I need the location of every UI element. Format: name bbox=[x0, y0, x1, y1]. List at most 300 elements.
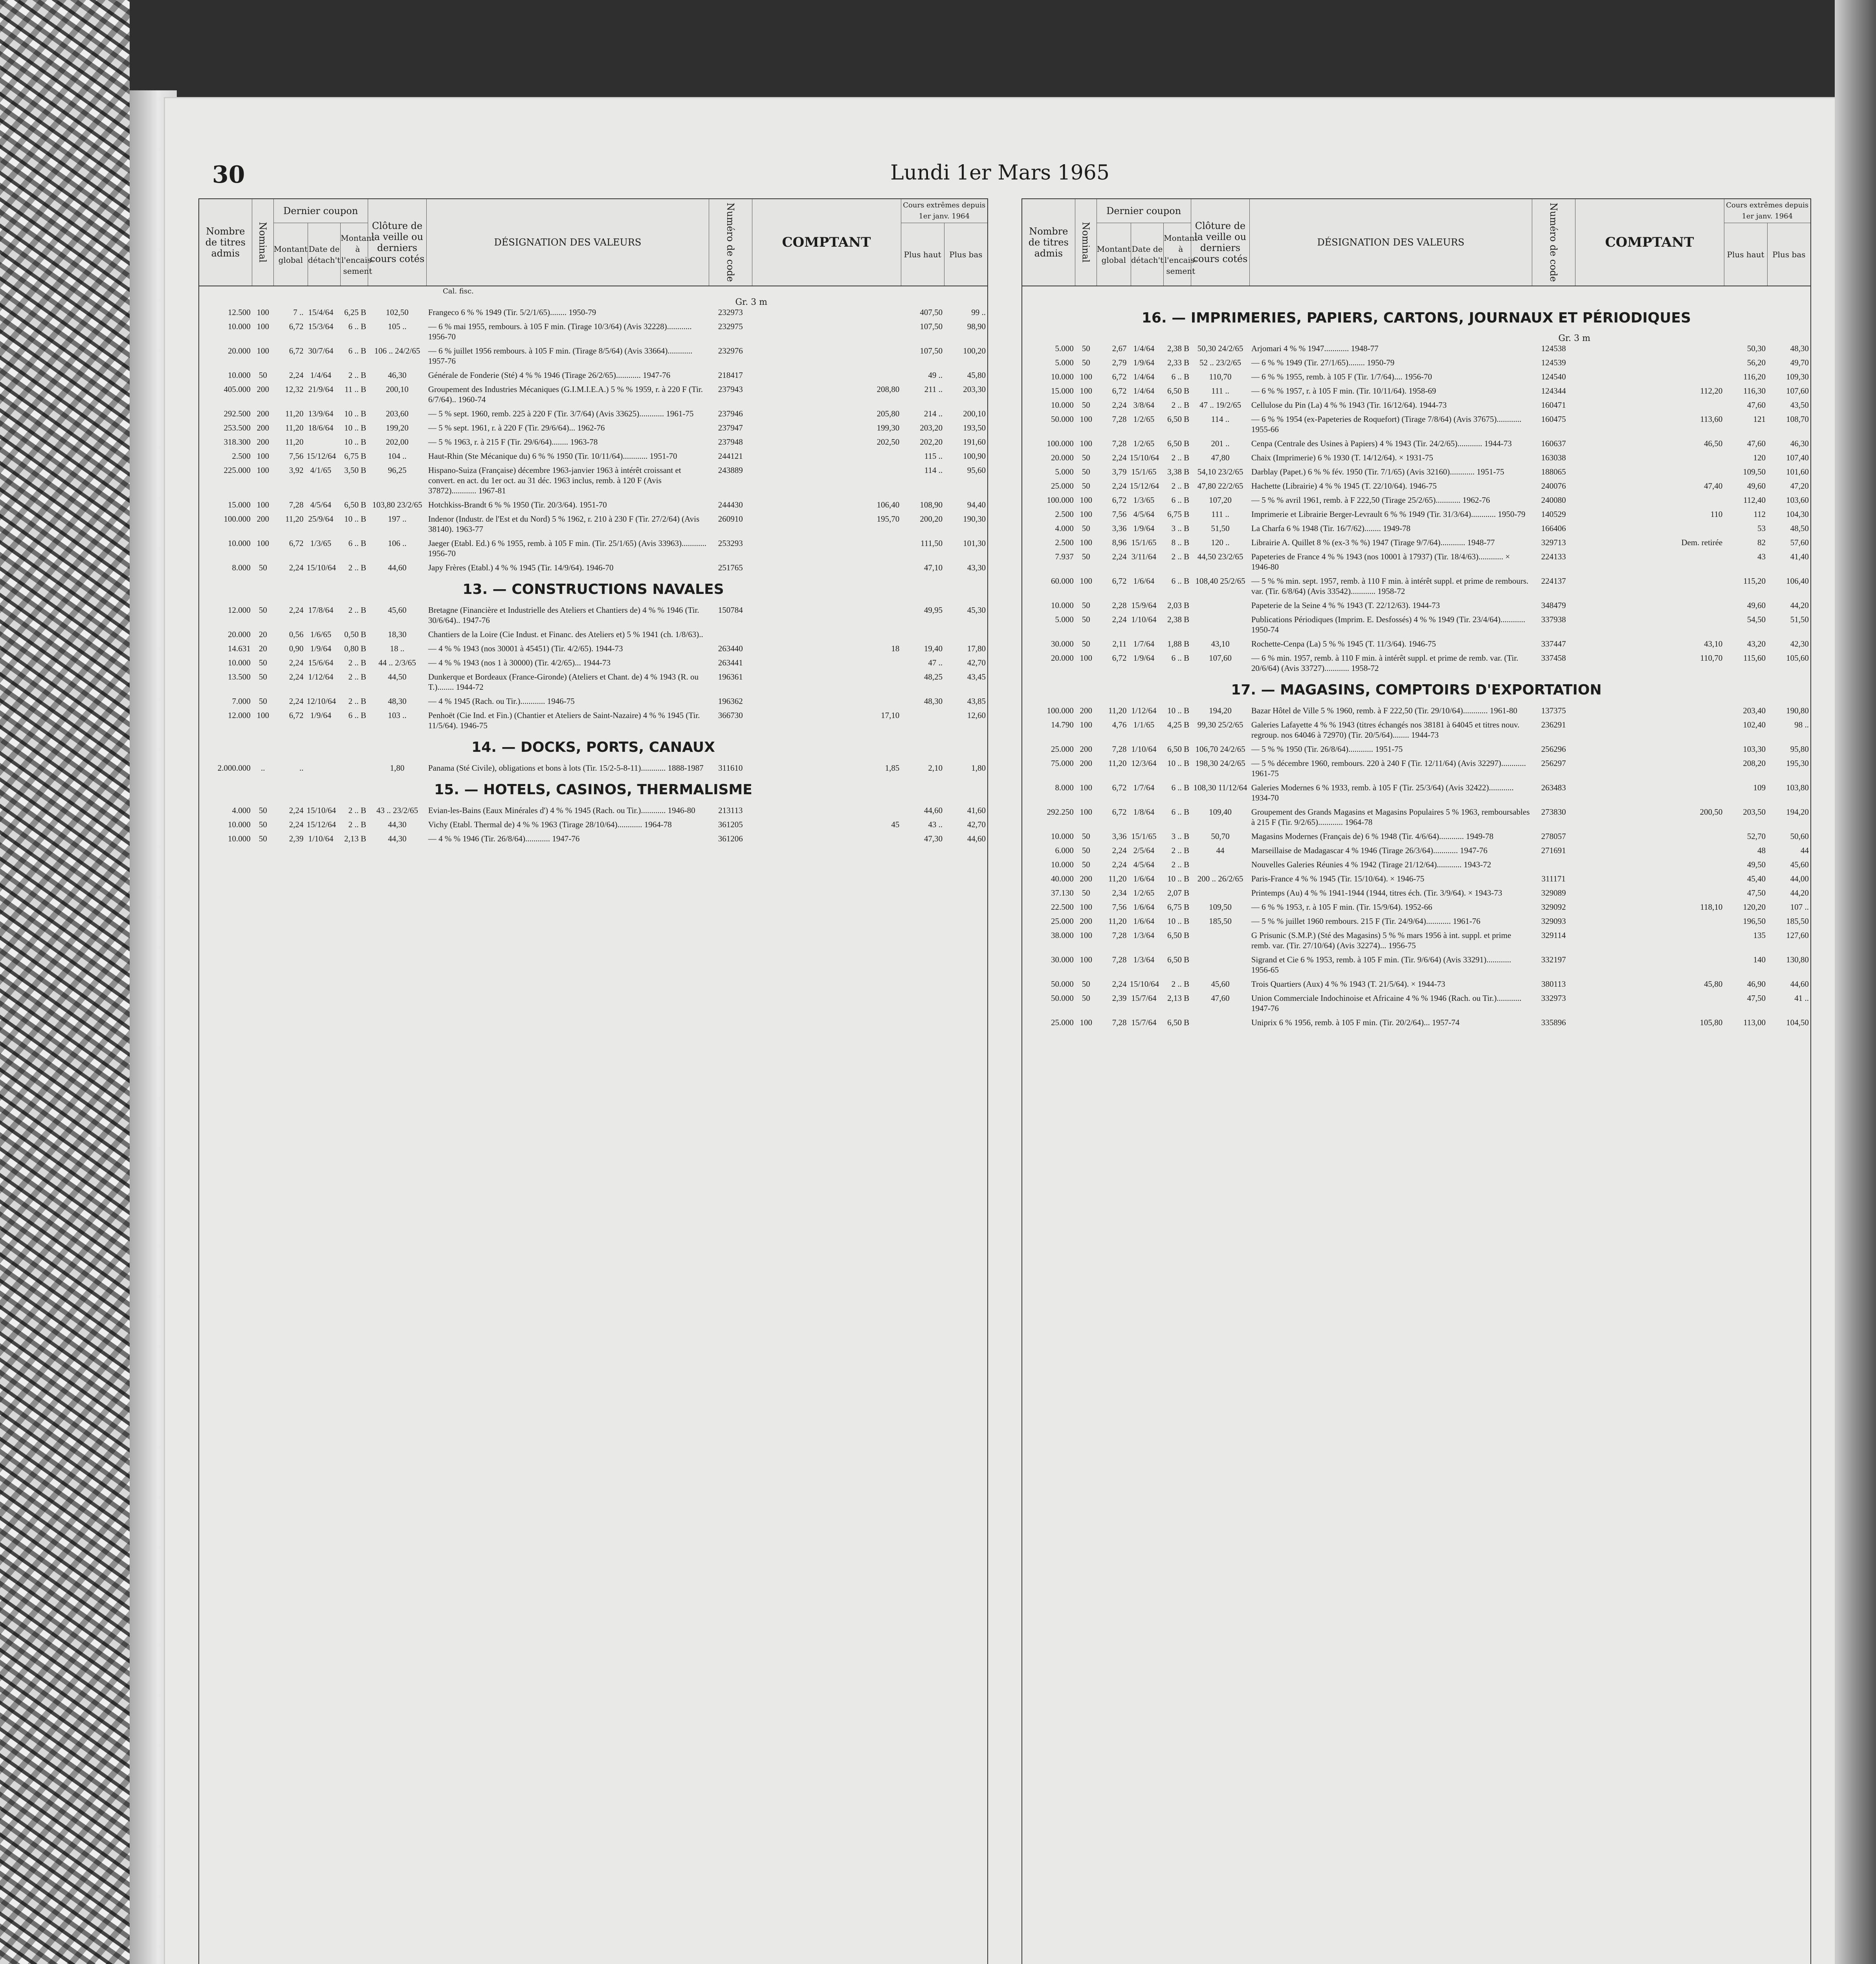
cell-montant-global: 6,72 bbox=[1112, 495, 1127, 505]
cell-comptant bbox=[752, 834, 901, 844]
cell-designation: G Prisunic (S.M.P.) (Sté des Magasins) 5 % % mars 1956 à int. suppl. et prime remb. var. (Tir. 27/10/64) (Avis 32274)... 1956-75 bbox=[1251, 931, 1511, 950]
cell-numero-code: 329089 bbox=[1541, 888, 1566, 898]
cell-numero-code: 348479 bbox=[1541, 601, 1566, 610]
cell-nominal: 100 bbox=[257, 465, 269, 475]
cell-nombre-titres: 25.000 bbox=[1051, 744, 1074, 754]
cell-numero-code: 196361 bbox=[718, 672, 743, 682]
cell-comptant: 105,80 bbox=[1700, 1018, 1723, 1027]
cell-nombre-titres: 2.500 bbox=[1055, 509, 1074, 519]
cell-nombre-titres: 15.000 bbox=[1051, 386, 1074, 396]
cell-date-detachement: 2/5/64 bbox=[1133, 846, 1155, 855]
cell-plus-bas: 41,60 bbox=[967, 806, 986, 815]
cell-date-detachement: 15/4/64 bbox=[308, 308, 334, 317]
cell-cloture: 108,30 11/12/64 bbox=[1193, 783, 1247, 792]
cell-cloture bbox=[1191, 1017, 1250, 1028]
section-14-title: 14. — DOCKS, PORTS, CANAUX bbox=[471, 739, 715, 755]
cell-nombre-titres: 25.000 bbox=[1051, 1018, 1074, 1027]
cell-plus-haut: 43 bbox=[1757, 552, 1766, 561]
cell-comptant bbox=[1575, 523, 1724, 533]
cell-nombre-titres: 318.300 bbox=[224, 437, 251, 447]
cell-cloture: 120 .. bbox=[1211, 538, 1230, 547]
cell-plus-haut: 47,60 bbox=[1747, 439, 1766, 448]
cell-nominal: 50 bbox=[1082, 832, 1090, 841]
cell-plus-haut: 115,60 bbox=[1743, 653, 1766, 663]
cell-date-detachement: 15/9/64 bbox=[1131, 601, 1157, 610]
cell-date-detachement: 1/8/64 bbox=[1133, 807, 1155, 817]
cell-cloture: 47,80 22/2/65 bbox=[1197, 481, 1243, 491]
cell-comptant: 1,85 bbox=[885, 763, 900, 773]
header-cloture: Clôture de la veille ou derniers cours cotés bbox=[1191, 199, 1250, 286]
cell-montant-encaissement: 2 .. B bbox=[348, 820, 367, 829]
table-row bbox=[1022, 357, 1810, 368]
cell-numero-code: 160475 bbox=[1541, 414, 1566, 424]
cell-designation: Frangeco 6 % % 1949 (Tir. 5/2/1/65)........ 1950-79 bbox=[428, 308, 596, 317]
cell-plus-haut: 121 bbox=[1753, 414, 1766, 424]
cell-comptant bbox=[752, 696, 901, 706]
cell-comptant bbox=[752, 629, 901, 639]
cell-cloture: 44,30 bbox=[388, 834, 407, 843]
cell-comptant: 118,10 bbox=[1700, 902, 1723, 912]
table-row bbox=[1022, 343, 1810, 354]
header-dernier-coupon bbox=[273, 199, 375, 286]
cell-date-detachement: 30/7/64 bbox=[308, 346, 334, 355]
table-row bbox=[1022, 807, 1810, 827]
cell-plus-haut: 53 bbox=[1757, 524, 1766, 533]
cell-date-detachement: 15/10/64 bbox=[1130, 979, 1159, 989]
cell-numero-code: 188065 bbox=[1541, 467, 1566, 476]
table-row bbox=[199, 538, 987, 559]
cell-nombre-titres: 6.000 bbox=[1055, 846, 1074, 855]
cell-plus-bas: 42,70 bbox=[967, 820, 986, 829]
cell-comptant bbox=[1575, 888, 1724, 898]
cell-numero-code: 366730 bbox=[718, 711, 743, 720]
cell-cloture: 18,30 bbox=[388, 630, 407, 639]
section-16-rows bbox=[1022, 343, 1810, 673]
cell-plus-bas: 108,70 bbox=[1786, 414, 1809, 424]
cell-designation: — 6 % % 1953, r. à 105 F min. (Tir. 15/9/64). 1952-66 bbox=[1251, 902, 1432, 912]
table-row bbox=[199, 710, 987, 731]
section-16-title: 16. — IMPRIMERIES, PAPIERS, CARTONS, JOURNAUX ET PÉRIODIQUES bbox=[1141, 310, 1691, 326]
cell-numero-code: 253293 bbox=[718, 539, 743, 548]
cell-nominal: 50 bbox=[259, 370, 267, 380]
cell-designation: Penhoët (Cie Ind. et Fin.) (Chantier et Ateliers de Saint-Nazaire) 4 % % 1945 (Tir. 11/5/64). 1946-75 bbox=[428, 711, 700, 730]
cell-cloture: 44 .. 2/3/65 bbox=[378, 658, 416, 667]
cell-montant-encaissement: 2 .. B bbox=[348, 370, 367, 380]
cell-nominal: 50 bbox=[1082, 979, 1090, 989]
cell-cloture: 106 .. 24/2/65 bbox=[374, 346, 420, 355]
cell-montant-encaissement: 2,07 B bbox=[1167, 888, 1190, 898]
cell-numero-code: 263440 bbox=[718, 644, 743, 653]
cell-plus-bas: 48,30 bbox=[1790, 344, 1809, 353]
cell-cloture: 50,30 24/2/65 bbox=[1197, 344, 1243, 353]
cell-montant-encaissement: 2 .. B bbox=[1171, 481, 1190, 491]
cell-date-detachement: 1/9/64 bbox=[1133, 358, 1155, 367]
cell-designation: Hotchkiss-Brandt 6 % % 1950 (Tir. 20/3/64). 1951-70 bbox=[428, 500, 607, 509]
header-designation: DÉSIGNATION DES VALEURS bbox=[427, 199, 709, 286]
cell-plus-bas: 203,30 bbox=[963, 385, 986, 394]
cell-cloture: 197 .. bbox=[388, 514, 407, 524]
cell-comptant bbox=[1575, 705, 1724, 716]
cell-comptant bbox=[1575, 955, 1724, 975]
cell-date-detachement: 1/6/65 bbox=[310, 630, 332, 639]
cell-designation: — 5 % décembre 1960, rembours. 220 à 240 F (Tir. 12/11/64) (Avis 32297)............ 1961-75 bbox=[1251, 758, 1526, 778]
cell-date-detachement: 1/2/65 bbox=[1133, 439, 1155, 448]
cell-comptant bbox=[1575, 400, 1724, 410]
cell-date-detachement: 3/8/64 bbox=[1133, 400, 1155, 410]
cell-plus-haut bbox=[901, 710, 944, 731]
cell-designation: Chaix (Imprimerie) 6 % 1930 (T. 14/12/64). × 1931-75 bbox=[1251, 453, 1433, 462]
cell-montant-global: 6,72 bbox=[289, 539, 304, 548]
cell-plus-haut: 48,25 bbox=[924, 672, 943, 682]
cell-designation: Générale de Fonderie (Sté) 4 % % 1946 (Tirage 26/2/65)............ 1947-76 bbox=[428, 370, 671, 380]
cell-plus-bas: 104,30 bbox=[1786, 509, 1809, 519]
cell-montant-encaissement: 10 .. B bbox=[344, 437, 367, 447]
cell-nominal: 100 bbox=[1080, 955, 1092, 964]
cell-cloture: 106 .. bbox=[388, 539, 407, 548]
cell-cloture: 111 .. bbox=[1211, 509, 1229, 519]
cell-cloture: 44,60 bbox=[388, 563, 407, 572]
cell-comptant bbox=[752, 321, 901, 342]
cell-nominal: 50 bbox=[1082, 993, 1090, 1003]
cell-plus-haut: 82 bbox=[1757, 538, 1766, 547]
cell-plus-bas: 190,80 bbox=[1786, 706, 1809, 715]
cell-plus-bas: 94,40 bbox=[967, 500, 986, 509]
cell-cloture: 47 .. 19/2/65 bbox=[1199, 400, 1241, 410]
header-nombre-titres: Nombre de titres admis bbox=[199, 199, 252, 286]
cell-numero-code: 337447 bbox=[1541, 639, 1566, 649]
cell-numero-code: 232973 bbox=[718, 308, 743, 317]
cell-numero-code: 251765 bbox=[718, 563, 743, 572]
cell-plus-bas: 101,60 bbox=[1786, 467, 1809, 476]
cell-numero-code: 124344 bbox=[1541, 386, 1566, 396]
cell-nominal: 20 bbox=[259, 644, 267, 653]
cell-numero-code: 332973 bbox=[1541, 993, 1566, 1003]
cell-montant-encaissement: 6,50 B bbox=[1167, 1018, 1190, 1027]
cell-montant-encaissement: 10 .. B bbox=[1167, 874, 1190, 883]
cell-montant-encaissement: 2 .. B bbox=[1171, 552, 1190, 561]
table-row bbox=[199, 605, 987, 625]
cell-date-detachement: 1/9/64 bbox=[310, 644, 332, 653]
cell-plus-haut: 109,50 bbox=[1743, 467, 1766, 476]
cell-nominal: 50 bbox=[259, 672, 267, 682]
cell-designation: — 5 % sept. 1960, remb. 225 à 220 F (Tir. 3/7/64) (Avis 33625)............ 1961-75 bbox=[428, 409, 694, 418]
cell-nombre-titres: 5.000 bbox=[1055, 344, 1074, 353]
header-dernier-coupon-label: Dernier coupon bbox=[274, 199, 368, 223]
cell-plus-bas: 98 .. bbox=[1794, 720, 1809, 729]
table-row bbox=[1022, 720, 1810, 740]
cell-plus-bas: 107 .. bbox=[1790, 902, 1809, 912]
cell-cloture: 111 .. bbox=[1211, 386, 1229, 396]
cell-designation: — 5 % % juillet 1960 rembours. 215 F (Tir. 24/9/64)............ 1961-76 bbox=[1251, 916, 1481, 926]
cell-cloture: 51,50 bbox=[1211, 524, 1230, 533]
cell-plus-haut: 120,20 bbox=[1743, 902, 1766, 912]
cell-numero-code: 263483 bbox=[1541, 783, 1566, 792]
cell-numero-code: 329114 bbox=[1541, 931, 1566, 940]
cell-plus-haut: 111,50 bbox=[920, 539, 943, 548]
table-row bbox=[1022, 993, 1810, 1013]
cell-montant-global: 8,96 bbox=[1112, 538, 1127, 547]
cell-montant-global: .. bbox=[299, 763, 304, 773]
cell-designation: Bretagne (Financière et Industrielle des Ateliers et Chantiers de) 4 % % 1946 (Tir. 30/6/64).. 1947-76 bbox=[428, 605, 699, 625]
cell-nombre-titres: 10.000 bbox=[1051, 832, 1074, 841]
header-plus-bas: Plus bas bbox=[1772, 249, 1806, 259]
cell-montant-global: 2,24 bbox=[1112, 860, 1127, 869]
cell-montant-global: 2,28 bbox=[1112, 601, 1127, 610]
cell-designation: Trois Quartiers (Aux) 4 % % 1943 (T. 21/5/64). × 1944-73 bbox=[1251, 979, 1445, 989]
cell-cloture bbox=[1191, 955, 1250, 975]
cell-montant-global: 3,36 bbox=[1112, 524, 1127, 533]
cell-montant-global: 6,72 bbox=[289, 711, 304, 720]
cell-numero-code: 244121 bbox=[718, 451, 743, 461]
cell-designation: — 4 % 1945 (Rach. ou Tir.)............ 1946-75 bbox=[428, 696, 575, 706]
cell-designation: Marseillaise de Madagascar 4 % 1946 (Tirage 26/3/64)............ 1947-76 bbox=[1251, 846, 1487, 855]
cell-date-detachement: 1/6/64 bbox=[1133, 576, 1155, 586]
cell-plus-bas: 44,00 bbox=[1790, 874, 1809, 883]
cell-plus-haut: 47,30 bbox=[924, 834, 943, 843]
table-row bbox=[1022, 614, 1810, 635]
cell-nominal: 100 bbox=[1080, 902, 1092, 912]
cell-montant-global: 2,24 bbox=[1112, 846, 1127, 855]
cell-montant-encaissement: 6,50 B bbox=[1167, 955, 1190, 964]
cell-nominal: 100 bbox=[257, 711, 269, 720]
table-row bbox=[1022, 902, 1810, 912]
cell-numero-code: 329713 bbox=[1541, 538, 1566, 547]
cell-designation: — 6 % mai 1955, rembours. à 105 F min. (Tirage 10/3/64) (Avis 32228)............ 1956-70 bbox=[428, 322, 692, 341]
cell-date-detachement: 17/8/64 bbox=[308, 605, 334, 615]
header-cloture: Clôture de la veille ou derniers cours cotés bbox=[368, 199, 427, 286]
cell-montant-encaissement: 8 .. B bbox=[1171, 538, 1190, 547]
cell-plus-bas: 103,80 bbox=[1786, 783, 1809, 792]
cell-nominal: 50 bbox=[1082, 453, 1090, 462]
cell-numero-code: 335896 bbox=[1541, 1018, 1566, 1027]
cell-montant-global: 2,79 bbox=[1112, 358, 1127, 367]
cell-cloture: 114 .. bbox=[1211, 414, 1230, 424]
cell-montant-encaissement: 2 .. B bbox=[348, 605, 367, 615]
cell-designation: — 5 % % 1950 (Tir. 26/8/64)............ 1951-75 bbox=[1251, 744, 1403, 754]
cell-designation: — 6 % % 1955, remb. à 105 F (Tir. 1/7/64).... 1956-70 bbox=[1251, 372, 1432, 381]
cell-montant-encaissement: 6 .. B bbox=[348, 346, 367, 355]
cell-montant-global: 6,72 bbox=[1112, 386, 1127, 396]
cell-plus-bas: 41 .. bbox=[1794, 993, 1809, 1003]
cell-comptant bbox=[752, 370, 901, 380]
cell-plus-bas: 43,30 bbox=[967, 563, 986, 572]
cell-plus-haut: 47,50 bbox=[1747, 888, 1766, 898]
marbled-binding bbox=[0, 0, 130, 1964]
running-header bbox=[204, 161, 1795, 196]
cell-numero-code: 163038 bbox=[1541, 453, 1566, 462]
cell-nombre-titres: 10.000 bbox=[1051, 372, 1074, 381]
cell-montant-encaissement: 6,75 B bbox=[344, 451, 367, 461]
cell-plus-haut: 202,20 bbox=[920, 437, 943, 447]
header-cours-extremes bbox=[901, 199, 987, 286]
cell-montant-global: 7,28 bbox=[289, 500, 304, 509]
cell-numero-code: 237946 bbox=[718, 409, 743, 418]
cell-date-detachement: 18/6/64 bbox=[308, 423, 334, 432]
cell-montant-global: 3,92 bbox=[289, 465, 304, 475]
cell-montant-global: 6,72 bbox=[1112, 653, 1127, 663]
cell-date-detachement: 1/1/65 bbox=[1133, 720, 1155, 729]
cell-montant-encaissement: 1,88 B bbox=[1167, 639, 1190, 649]
cell-montant-global: 6,72 bbox=[1112, 783, 1127, 792]
cell-cloture: 43,10 bbox=[1211, 639, 1230, 649]
section-17-rows bbox=[1022, 705, 1810, 1028]
cell-comptant bbox=[1575, 831, 1724, 841]
cell-comptant bbox=[752, 538, 901, 559]
cell-plus-haut: 116,20 bbox=[1743, 372, 1766, 381]
cell-comptant bbox=[1575, 372, 1724, 382]
header-numero-code: Numéro de code bbox=[1532, 199, 1575, 286]
cell-montant-encaissement: 6 .. B bbox=[1171, 495, 1190, 505]
cell-plus-bas: 47,20 bbox=[1790, 481, 1809, 491]
cell-cloture: 103,80 23/2/65 bbox=[372, 500, 422, 509]
table-row bbox=[1022, 523, 1810, 533]
cell-nominal: 100 bbox=[1080, 538, 1092, 547]
cell-plus-bas: 100,90 bbox=[963, 451, 986, 461]
cell-date-detachement: 1/10/64 bbox=[1131, 744, 1157, 754]
cell-montant-global: 11,20 bbox=[1108, 706, 1127, 715]
header-dernier-coupon bbox=[1097, 199, 1198, 286]
cell-montant-global: 2,24 bbox=[1112, 552, 1127, 561]
table-row bbox=[1022, 537, 1810, 548]
cell-cloture: 107,20 bbox=[1209, 495, 1232, 505]
cell-numero-code: 260910 bbox=[718, 514, 743, 524]
cell-designation: — 4 % % 1943 (nos 30001 à 45451) (Tir. 4/2/65). 1944-73 bbox=[428, 644, 623, 653]
table-row bbox=[1022, 372, 1810, 382]
cell-cloture: 199,20 bbox=[386, 423, 409, 432]
cell-nombre-titres: 253.500 bbox=[224, 423, 251, 432]
cell-montant-encaissement: 2 .. B bbox=[348, 658, 367, 667]
cell-numero-code: 236291 bbox=[1541, 720, 1566, 729]
cell-plus-haut: 52,70 bbox=[1747, 832, 1766, 841]
cell-plus-bas: 49,70 bbox=[1790, 358, 1809, 367]
cell-cloture: 18 .. bbox=[390, 644, 405, 653]
header-montant-encaissement: Montant à l'encais-sement bbox=[1164, 233, 1198, 276]
cell-plus-bas: 45,30 bbox=[967, 605, 986, 615]
cell-comptant bbox=[1575, 916, 1724, 926]
cell-cloture: 108,40 25/2/65 bbox=[1195, 576, 1245, 586]
cell-numero-code: 361205 bbox=[718, 820, 743, 829]
cell-plus-bas: 48,50 bbox=[1790, 524, 1809, 533]
cell-date-detachement: 1/3/65 bbox=[1133, 495, 1155, 505]
cell-montant-global: 11,20 bbox=[285, 423, 304, 432]
cell-plus-haut: 112 bbox=[1753, 509, 1766, 519]
table-row bbox=[199, 834, 987, 844]
cell-designation: Chantiers de la Loire (Cie Indust. et Financ. des Ateliers et) 5 % 1941 (ch. 1/8/63).. bbox=[428, 630, 703, 639]
cell-designation: Paris-France 4 % % 1945 (Tir. 15/10/64). × 1946-75 bbox=[1251, 874, 1425, 883]
table-row bbox=[199, 307, 987, 317]
cell-cloture: 44,50 bbox=[388, 672, 407, 682]
cell-date-detachement: 1/12/64 bbox=[1131, 706, 1157, 715]
cell-nombre-titres: 22.500 bbox=[1051, 902, 1074, 912]
cell-montant-global: 2,34 bbox=[1112, 888, 1127, 898]
cell-comptant bbox=[1575, 993, 1724, 1013]
cell-plus-haut bbox=[901, 629, 944, 639]
section-15-title: 15. — HOTELS, CASINOS, THERMALISME bbox=[434, 782, 752, 798]
table-row bbox=[199, 384, 987, 405]
cell-nombre-titres: 292.500 bbox=[224, 409, 251, 418]
cell-cloture: 46,30 bbox=[388, 370, 407, 380]
cell-plus-bas: 43,50 bbox=[1790, 400, 1809, 410]
cell-numero-code: 329092 bbox=[1541, 902, 1566, 912]
cell-plus-bas: 45,80 bbox=[967, 370, 986, 380]
cell-date-detachement bbox=[305, 437, 336, 447]
cell-designation: Dunkerque et Bordeaux (France-Gironde) (Ateliers et Chant. de) 4 % 1943 (R. ou T.)........ 1944-72 bbox=[428, 672, 699, 692]
cell-numero-code: 332197 bbox=[1541, 955, 1566, 964]
cell-nombre-titres: 100.000 bbox=[1047, 439, 1074, 448]
cell-plus-bas: 43,45 bbox=[967, 672, 986, 682]
cell-nombre-titres: 10.000 bbox=[227, 370, 251, 380]
cell-cloture: 109,50 bbox=[1209, 902, 1232, 912]
cell-montant-global: 11,20 bbox=[285, 514, 304, 524]
table-row bbox=[199, 500, 987, 510]
cell-montant-encaissement: 6,50 B bbox=[1167, 386, 1190, 396]
cell-montant-encaissement: 3 .. B bbox=[1171, 524, 1190, 533]
cell-comptant bbox=[752, 672, 901, 692]
cell-designation: Papeteries de France 4 % % 1943 (nos 10001 à 17937) (Tir. 18/4/63)............ × 1946-80 bbox=[1251, 552, 1510, 572]
table-row bbox=[1022, 888, 1810, 898]
table-row bbox=[199, 423, 987, 433]
cell-nominal: 100 bbox=[1080, 720, 1092, 729]
cell-designation: Indenor (Industr. de l'Est et du Nord) 5 % 1962, r. 210 à 230 F (Tir. 27/2/64) (Avis 38140). 1963-77 bbox=[428, 514, 700, 534]
cell-nominal: 50 bbox=[1082, 860, 1090, 869]
cell-plus-bas: 44,60 bbox=[967, 834, 986, 843]
cell-nombre-titres: 20.000 bbox=[1051, 453, 1074, 462]
cell-nominal: 50 bbox=[1082, 552, 1090, 561]
cell-designation: Groupement des Grands Magasins et Magasins Populaires 5 % 1963, remboursables à 215 F (Tir. 9/2/65)............ 1964-78 bbox=[1251, 807, 1530, 827]
cell-comptant: 110 bbox=[1710, 509, 1723, 519]
cell-plus-bas: 107,40 bbox=[1786, 453, 1809, 462]
cell-nombre-titres: 14.790 bbox=[1051, 720, 1074, 729]
cell-comptant bbox=[1575, 744, 1724, 754]
cell-montant-global: 2,24 bbox=[289, 696, 304, 706]
cell-nombre-titres: 10.000 bbox=[1051, 400, 1074, 410]
cell-nombre-titres: 25.000 bbox=[1051, 916, 1074, 926]
cell-plus-haut: 2,10 bbox=[928, 763, 943, 773]
cell-numero-code: 273830 bbox=[1541, 807, 1566, 817]
cell-plus-haut: 47,50 bbox=[1747, 993, 1766, 1003]
group-label: Gr. 3 m bbox=[735, 297, 767, 307]
cell-montant-encaissement: 6 .. B bbox=[1171, 807, 1190, 817]
cell-plus-bas: 185,50 bbox=[1786, 916, 1809, 926]
cell-nombre-titres: 12.000 bbox=[227, 711, 251, 720]
cell-cloture: 107,60 bbox=[1209, 653, 1232, 663]
cell-montant-global: 2,39 bbox=[289, 834, 304, 843]
cell-designation: Bazar Hôtel de Ville 5 % 1960, remb. à F 222,50 (Tir. 29/10/64)............ 1961-80 bbox=[1251, 706, 1517, 715]
cell-plus-haut: 43 .. bbox=[928, 820, 943, 829]
cell-nominal: 100 bbox=[257, 539, 269, 548]
cell-designation: — 5 % % avril 1961, remb. à F 222,50 (Tirage 25/2/65)............ 1962-76 bbox=[1251, 495, 1490, 505]
cell-nominal: 100 bbox=[1080, 576, 1092, 586]
cell-cloture: 102,50 bbox=[386, 308, 409, 317]
cell-montant-global: 6,72 bbox=[289, 346, 304, 355]
cell-numero-code: 311171 bbox=[1541, 874, 1566, 883]
cell-designation: Printemps (Au) 4 % % 1941-1944 (1944, titres éch. (Tir. 3/9/64). × 1943-73 bbox=[1251, 888, 1502, 898]
cell-comptant bbox=[752, 346, 901, 366]
cell-nombre-titres: 8.000 bbox=[232, 563, 251, 572]
cell-date-detachement: 1/4/64 bbox=[310, 370, 332, 380]
cell-nombre-titres: 10.000 bbox=[227, 322, 251, 331]
section-15-rows bbox=[199, 805, 987, 844]
cell-montant-encaissement: 2 .. B bbox=[1171, 846, 1190, 855]
cell-montant-global: 11,20 bbox=[1108, 916, 1127, 926]
cell-date-detachement: 1/4/64 bbox=[1133, 344, 1155, 353]
cell-comptant bbox=[1575, 453, 1724, 463]
cell-montant-encaissement: 2 .. B bbox=[348, 672, 367, 682]
cell-date-detachement: 15/7/64 bbox=[1131, 1018, 1157, 1027]
cell-numero-code: 240076 bbox=[1541, 481, 1566, 491]
cell-montant-encaissement: 2 .. B bbox=[1171, 400, 1190, 410]
cell-montant-global: 11,20 bbox=[285, 437, 304, 447]
